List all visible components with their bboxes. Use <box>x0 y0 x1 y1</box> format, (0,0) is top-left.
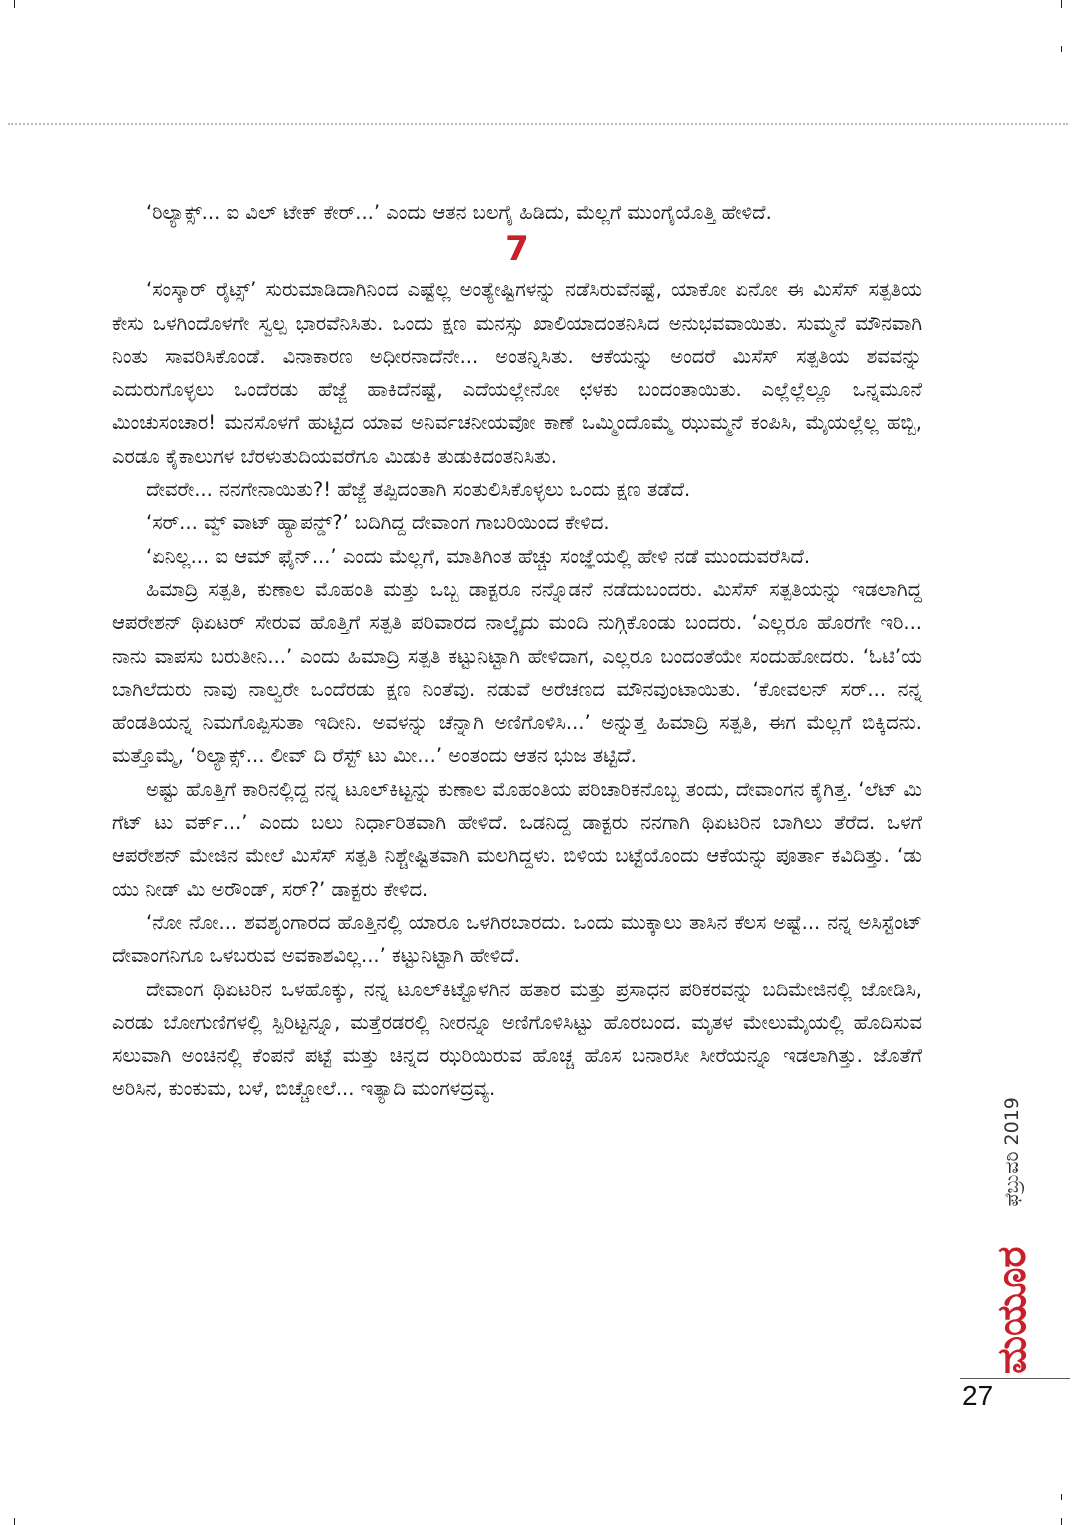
paragraph: ‘ಸರ್... ವ್ವ್ ವಾಟ್ ಹ್ಯಾಪನ್ಡ್?’ ಬದಿಗಿದ್ದ ದೇವಾಂಗ ಗಾಬರಿಯಿಂದ ಕೇಳಿದ. <box>146 511 610 535</box>
page-number-rule <box>960 1378 1070 1379</box>
crop-mark-top-right <box>1061 0 1062 8</box>
page-number: 27 <box>962 1380 994 1411</box>
crop-mark-top-left <box>14 0 15 8</box>
magazine-side-label <box>960 1064 1035 1374</box>
header-dotted-rule <box>8 123 1068 125</box>
issue-date: ಫೆಬ್ರುವರಿ 2019 <box>1001 1097 1023 1207</box>
paragraph: ಹಿಮಾದ್ರಿ ಸತ್ಪತಿ, ಕುಣಾಲ ಮೊಹಂತಿ ಮತ್ತು ಒಬ್ಬ ಡಾಕ್ಟರೂ ನನ್ನೊಡನೆ ನಡೆದುಬಂದರು. ಮಿಸೆಸ್ ಸತ್ಪತಿಯನ್ನು ಇಡಲಾಗಿದ್ದ ಆಪರೇಶನ್ ಥಿಏಟರ್ ಸೇರುವ ಹೊತ್ತಿಗೆ ಸತ್ಪತಿ ಪರಿವಾರದ ನಾಲ್ಕೈದು ಮಂದಿ ನುಗ್ಗಿಕೊಂಡು ಬಂದರು. ‘ಎಲ್ಲರೂ ಹೊರಗೇ ಇರಿ... ನಾನು ವಾಪಸು ಬರುತೀನಿ...’ ಎಂದು ಹಿಮಾದ್ರಿ ಸತ್ಪತಿ ಕಟ್ಟುನಿಟ್ಟಾಗಿ ಹೇಳಿದಾಗ, ಎಲ್ಲರೂ ಬಂದಂತೆಯೇ ಸಂದುಹೋದರು. ‘ಓಟಿ’ಯ ಬಾಗಿಲೆದುರು ನಾವು ನಾಲ್ವರೇ ಒಂದೆರಡು ಕ್ಷಣ ನಿಂತೆವು. ನಡುವೆ ಅರೆಚಣದ ಮೌನವುಂಟಾಯಿತು. ‘ಕೋವಲನ್ ಸರ್... ನನ್ನ ಹೆಂಡತಿಯನ್ನ ನಿಮಗೊಪ್ಪಿಸುತಾ ಇದೀನಿ. ಅವಳನ್ನು ಚೆನ್ನಾಗಿ ಅಣಿಗೊಳಿಸಿ...’ ಅನ್ನುತ್ತ ಹಿಮಾದ್ರಿ ಸತ್ಪತಿ, ಈಗ ಮೆಲ್ಲಗೆ ಬಿಕ್ಕಿದನು. ಮತ್ತೊಮ್ಮೆ, ‘ರಿಲ್ಯಾಕ್ಸ್... ಲೀವ್ ದಿ ರೆಸ್ಟ್ ಟು ಮೀ...’ ಅಂತಂದು ಆತನ ಭುಜ ತಟ್ಟಿದೆ. <box>112 577 922 768</box>
paragraph: ದೇವರೇ... ನನಗೇನಾಯಿತು?! ಹೆಜ್ಜೆ ತಪ್ಪಿದಂತಾಗಿ ಸಂತುಲಿಸಿಕೊಳ್ಳಲು ಒಂದು ಕ್ಷಣ ತಡೆದೆ. <box>146 478 691 502</box>
crop-mark-bottom-right-inner <box>1061 1494 1062 1500</box>
paragraph: ‘ಸಂಸ್ಕಾರ್ ರೈಟ್ಸ್’ ಸುರುಮಾಡಿದಾಗಿನಿಂದ ಎಷ್ಟೆಲ್ಲ ಅಂತ್ಯೇಷ್ಟಿಗಳನ್ನು ನಡೆಸಿರುವೆನಷ್ಟೆ, ಯಾಕೋ ಏನೋ ಈ ಮಿಸೆಸ್ ಸತ್ಪತಿಯ ಕೇಸು ಒಳಗಿಂದೊಳಗೇ ಸ್ವಲ್ಪ ಭಾರವೆನಿಸಿತು. ಒಂದು ಕ್ಷಣ ಮನಸ್ಸು ಖಾಲಿಯಾದಂತನಿಸಿದ ಅನುಭವವಾಯಿತು. ಸುಮ್ಮನೆ ಮೌನವಾಗಿ ನಿಂತು ಸಾವರಿಸಿಕೊಂಡೆ. ವಿನಾಕಾರಣ ಅಧೀರನಾದೆನೇ... ಅಂತನ್ನಿಸಿತು. ಆಕೆಯನ್ನು ಅಂದರೆ ಮಿಸೆಸ್ ಸತ್ಪತಿಯ ಶವವನ್ನು ಎದುರುಗೊಳ್ಳಲು ಒಂದೆರಡು ಹೆಜ್ಜೆ ಹಾಕಿದೆನಷ್ಟೆ, ಎದೆಯಲ್ಲೇನೋ ಛಳಕು ಬಂದಂತಾಯಿತು. ಎಲ್ಲೆಲ್ಲೆಲ್ಲೂ ಒನ್ನಮೂನೆ ಮಿಂಚುಸಂಚಾರ! ಮನಸೊಳಗೆ ಹುಟ್ಟಿದ ಯಾವ ಅನಿರ್ವಚನೀಯವೋ ಕಾಣೆ ಒಮ್ಮಿಂದೊಮ್ಮೆ ಝುಮ್ಮನೆ ಕಂಪಿಸಿ, ಮೈಯಲ್ಲೆಲ್ಲ ಹಬ್ಬಿ, ಎರಡೂ ಕೈಕಾಲುಗಳ ಬೆರಳುತುದಿಯವರೆಗೂ ಮಿಡುಕಿ ತುಡುಕಿದಂತನಿಸಿತು. <box>112 278 922 468</box>
paragraph: ‘ರಿಲ್ಯಾಕ್ಸ್... ಐ ವಿಲ್ ಟೇಕ್ ಕೇರ್...’ ಎಂದು ಆತನ ಬಲಗೈ ಹಿಡಿದು, ಮೆಲ್ಲಗೆ ಮುಂಗೈಯೊತ್ತಿ ಹೇಳಿದೆ. <box>146 201 772 224</box>
article-body <box>112 196 922 1106</box>
paragraph: ಅಷ್ಟು ಹೊತ್ತಿಗೆ ಕಾರಿನಲ್ಲಿದ್ದ ನನ್ನ ಟೂಲ್‌ಕಿಟ್ಟನ್ನು ಕುಣಾಲ ಮೊಹಂತಿಯ ಪರಿಚಾರಿಕನೊಬ್ಬ ತಂದು, ದೇವಾಂಗನ ಕೈಗಿತ್ತ. ‘ಲೆಟ್ ಮಿ ಗೆಟ್ ಟು ವರ್ಕ್...’ ಎಂದು ಬಲು ನಿರ್ಧಾರಿತವಾಗಿ ಹೇಳಿದೆ. ಒಡನಿದ್ದ ಡಾಕ್ಟರು ನನಗಾಗಿ ಥಿಏಟರಿನ ಬಾಗಿಲು ತೆರೆದ. ಒಳಗೆ ಆಪರೇಶನ್ ಮೇಜಿನ ಮೇಲೆ ಮಿಸೆಸ್ ಸತ್ಪತಿ ನಿಶ್ಚೇಷ್ಟಿತವಾಗಿ ಮಲಗಿದ್ದಳು. ಬಿಳಿಯ ಬಟ್ಟೆಯೊಂದು ಆಕೆಯನ್ನು ಪೂರ್ತಾ ಕವಿದಿತ್ತು. ‘ಡು ಯು ನೀಡ್ ಮಿ ಅರೌಂಡ್, ಸರ್?’ ಡಾಕ್ಟರು ಕೇಳಿದ. <box>112 777 922 901</box>
crop-mark-bottom-left <box>14 1518 15 1525</box>
crop-mark-top-right-inner <box>1061 46 1062 52</box>
chapter-number: 7 <box>505 229 529 270</box>
magazine-logo: ಮಯೂರ <box>988 1246 1035 1374</box>
paragraph: ‘ನೋ ನೋ... ಶವಶೃಂಗಾರದ ಹೊತ್ತಿನಲ್ಲಿ ಯಾರೂ ಒಳಗಿರಬಾರದು. ಒಂದು ಮುಕ್ಕಾಲು ತಾಸಿನ ಕೆಲಸ ಅಷ್ಟೆ... ನನ್ನ ಅಸಿಸ್ಟೆಂಟ್ ದೇವಾಂಗನಿಗೂ ಒಳಬರುವ ಅವಕಾಶವಿಲ್ಲ...’ ಕಟ್ಟುನಿಟ್ಟಾಗಿ ಹೇಳಿದೆ. <box>112 910 922 968</box>
paragraph: ‘ಏನಿಲ್ಲ... ಐ ಆಮ್ ಫೈನ್...’ ಎಂದು ಮೆಲ್ಲಗೆ, ಮಾತಿಗಿಂತ ಹೆಚ್ಚು ಸಂಜ್ಞೆಯಲ್ಲಿ ಹೇಳಿ ನಡೆ ಮುಂದುವರೆಸಿದೆ. <box>146 544 811 568</box>
crop-mark-bottom-right <box>1061 1518 1062 1525</box>
paragraph: ದೇವಾಂಗ ಥಿಏಟರಿನ ಒಳಹೊಕ್ಕು, ನನ್ನ ಟೂಲ್‌ಕಿಟ್ಟೊಳಗಿನ ಹತಾರ ಮತ್ತು ಪ್ರಸಾಧನ ಪರಿಕರವನ್ನು ಬದಿಮೇಜಿನಲ್ಲಿ ಜೋಡಿಸಿ, ಎರಡು ಬೋಗುಣಿಗಳಲ್ಲಿ ಸ್ಪಿರಿಟ್ಟನ್ನೂ, ಮತ್ತೆರಡರಲ್ಲಿ ನೀರನ್ನೂ ಅಣಿಗೊಳಿಸಿಟ್ಟು ಹೊರಬಂದ. ಮೃತಳ ಮೇಲುಮೈಯಲ್ಲಿ ಹೊದಿಸುವ ಸಲುವಾಗಿ ಅಂಚಿನಲ್ಲಿ ಕೆಂಪನೆ ಪಟ್ಟೆ ಮತ್ತು ಚಿನ್ನದ ಝರಿಯಿರುವ ಹೊಚ್ಚ ಹೊಸ ಬನಾರಸೀ ಸೀರೆಯನ್ನೂ ಇಡಲಾಗಿತ್ತು. ಜೊತೆಗೆ ಅರಿಸಿನ, ಕುಂಕುಮ, ಬಳೆ, ಬಿಚ್ಚೋಲೆ... ಇತ್ಯಾದಿ ಮಂಗಳದ್ರವ್ಯ. <box>112 977 922 1101</box>
